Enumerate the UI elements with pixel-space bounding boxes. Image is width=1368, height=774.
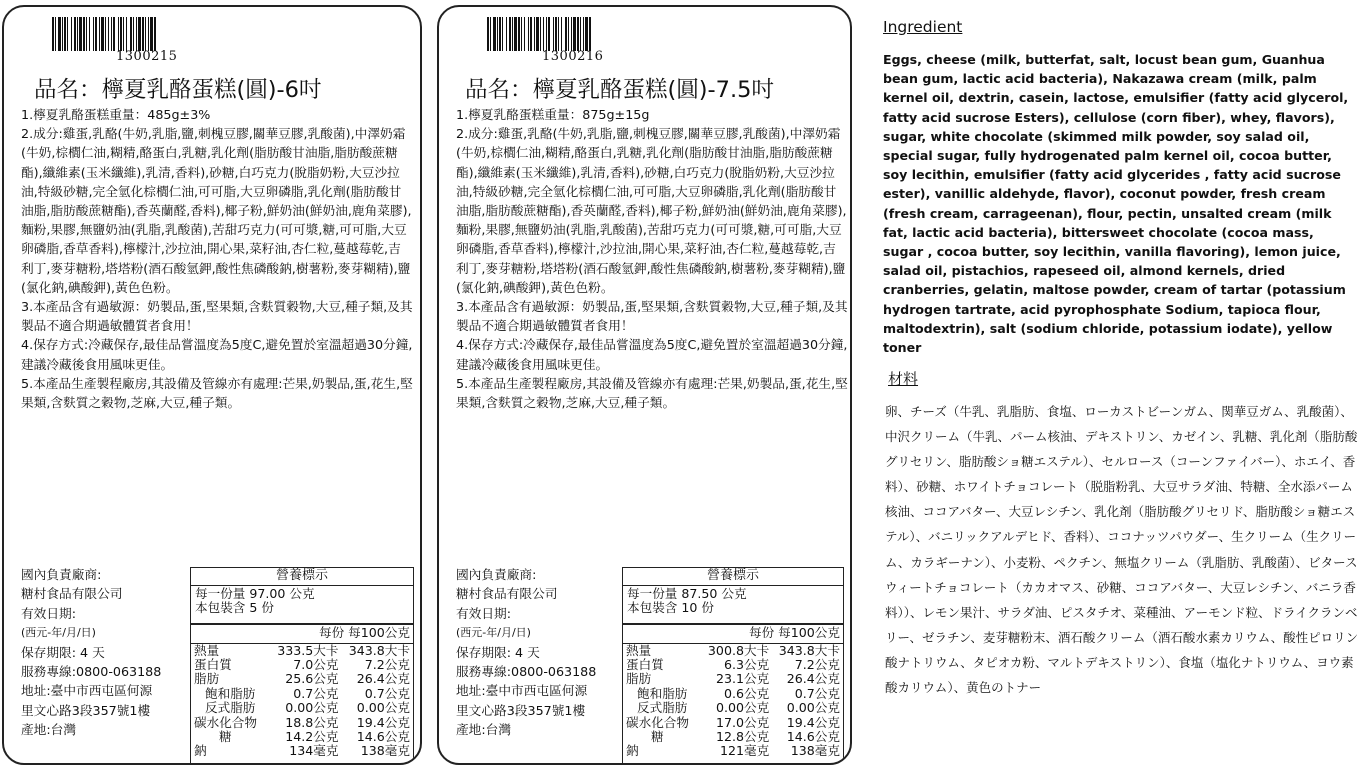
nutrition-row xyxy=(623,730,843,744)
nutrient-name: 蛋白質 xyxy=(194,656,232,672)
nutrition-row xyxy=(191,687,413,701)
storage-paragraph: 4.保存方式:冷藏保存,最佳品嘗溫度為5度C,避免置於室溫超過30分鐘,建議冷藏後食用風味更佳。 xyxy=(456,337,848,372)
per-serving-value: 14.2公克 xyxy=(285,728,339,744)
nutrition-row xyxy=(191,716,413,730)
product-title: 品名：檸夏乳酪蛋糕(圓)-6吋 xyxy=(34,77,322,103)
japanese-ingredients xyxy=(885,368,1360,700)
nutrition-row xyxy=(623,716,843,730)
nutrient-name: 碳水化合物 xyxy=(626,714,689,730)
nutrition-row xyxy=(623,701,843,715)
servings-per-package: 本包裝含 10 份 xyxy=(627,600,715,615)
manufacturer-info xyxy=(456,565,596,740)
nutrient-name: 反式脂肪 xyxy=(637,700,688,716)
barcode-gap xyxy=(591,17,592,51)
maker-line: 有效日期: xyxy=(456,605,512,621)
nutrition-row xyxy=(623,687,843,701)
serving-info xyxy=(623,586,843,624)
per-serving-value: 17.0公克 xyxy=(715,714,770,730)
label-description xyxy=(21,105,413,412)
nutrition-row xyxy=(623,672,843,686)
weight-line: 1.檸夏乳酪蛋糕重量：875g±15g xyxy=(456,107,650,122)
nutrient-name: 糖 xyxy=(219,728,232,744)
storage-paragraph: 4.保存方式:冷藏保存,最佳品嘗溫度為5度C,避免置於室溫超過30分鐘,建議冷藏後食用風味更佳。 xyxy=(21,337,413,372)
nutrient-name: 熱量 xyxy=(194,642,220,658)
nutrient-name: 碳水化合物 xyxy=(194,714,257,730)
per-serving-value: 333.5大卡 xyxy=(277,642,339,658)
nutrition-row xyxy=(191,701,413,715)
maker-line: 里文心路3段357號1樓 xyxy=(21,702,151,718)
per-100g-value: 0.7公克 xyxy=(794,685,840,701)
nutrient-name: 糖 xyxy=(651,728,664,744)
nutrition-header: 營養標示 xyxy=(191,568,413,586)
per-serving-value: 12.8公克 xyxy=(715,728,770,744)
maker-line: 產地:台灣 xyxy=(21,722,77,738)
product-label-6inch xyxy=(2,5,422,765)
english-ingredient-text: Eggs, cheese (milk, butterfat, salt, locust bean gum, Guanhua bean gum, lactic acid bacteria), Nakazawa cream (milk, palm kernel oil, dextrin, casein, lactose, emulsifier (fatty acid glycerol, fatty acid sucrose Esters), cellulose (corn fiber), whey, flavors), sugar, white chocolate (skimmed milk powder, soy salad oil, special sugar, fully hydrogenated palm kernel oil, cocoa butter, soy lecithin, emulsifier (fatty acid glycerides , fatty acid sucrose ester), vanillic aldehyde, flavor), coconut powder, fresh cream (fresh cream, carrageenan), flour, pectin, unsalted cream (milk fat, lactic acid bacteria), bittersweet chocolate (cocoa mass, sugar , cocoa butter, soy lecithin, vanilla flavoring), lemon juice, salad oil, pistachios, rapeseed oil, almond kernels, dried cranberries, gelatin, maltose powder, cream of tartar (potassium hydrogen tartrate, acid pyrophosphate Sodium, tapioca flour, maltodextrin), salt (sodium chloride, potassium iodate), yellow toner xyxy=(883,52,1349,356)
per-serving-value: 25.6公克 xyxy=(285,671,339,687)
per-100g-value: 19.4公克 xyxy=(786,714,840,730)
nutrient-name: 飽和脂肪 xyxy=(205,685,256,701)
weight-line: 1.檸夏乳酪蛋糕重量：485g±3% xyxy=(21,107,211,122)
nutrition-column-header: 每份 每100公克 xyxy=(191,624,413,644)
per-100g-value: 26.4公克 xyxy=(356,671,410,687)
english-heading: Ingredient xyxy=(883,18,963,36)
nutrition-row xyxy=(623,744,843,758)
maker-line: 糖村食品有限公司 xyxy=(21,586,123,602)
product-code: 1300215 xyxy=(116,49,178,64)
product-label-7-5inch xyxy=(437,5,852,765)
maker-line: 保存期限: 4 天 xyxy=(456,644,540,660)
nutrition-header: 營養標示 xyxy=(623,568,843,586)
per-100g-value: 138毫克 xyxy=(360,743,410,759)
nutrition-row xyxy=(623,658,843,672)
nutrition-rows xyxy=(191,644,413,759)
per-100g-value: 0.00公克 xyxy=(786,700,840,716)
barcode-image xyxy=(487,17,592,51)
nutrition-row xyxy=(191,658,413,672)
facility-paragraph: 5.本產品生產製程廠房,其設備及管線亦有處理:芒果,奶製品,蛋,花生,堅果類,含麩質之穀物,芝麻,大豆,種子類。 xyxy=(21,375,413,411)
maker-line: 里文心路3段357號1樓 xyxy=(456,702,586,718)
nutrition-column-header: 每份 每100公克 xyxy=(623,624,843,644)
serving-size: 每一份量 97.00 公克 xyxy=(195,585,315,601)
nutrition-facts-table xyxy=(622,567,844,765)
ingredients-paragraph: 2.成分:雞蛋,乳酪(牛奶,乳脂,鹽,刺槐豆膠,關華豆膠,乳酸菌),中澤奶霜(牛奶,棕櫚仁油,糊精,酪蛋白,乳糖,乳化劑(脂肪酸甘油脂,脂肪酸蔗糖酯),纖維素(玉米纖維),乳清,香料),砂糖,白巧克力(脫脂奶粉,大豆沙拉油,特級砂糖,完全氫化棕櫚仁油,可可脂,大豆卵磷脂,乳化劑(脂肪酸甘油脂,脂肪酸蔗糖酯),香英蘭醛,香料),椰子粉,鮮奶油(鮮奶油,鹿角菜膠),麵粉,果膠,無鹽奶油(乳脂,乳酸菌),苦甜巧克力(可可漿,糖,可可脂,大豆卵磷脂,香草香料),檸檬汁,沙拉油,開心果,菜籽油,杏仁粒,蔓越莓乾,吉利丁,麥芽糖粉,塔塔粉(酒石酸氫鉀,酸性焦磷酸鈉,樹薯粉,麥芽糊精),鹽(氯化鈉,碘酸鉀),黃色色粉。 xyxy=(456,126,847,295)
nutrition-row xyxy=(191,744,413,758)
japanese-ingredient-text: 卵、チーズ（牛乳、乳脂肪、食塩、ローカストビーンガム、関華豆ガム、乳酸菌）、中沢クリーム（牛乳、パーム核油、デキストリン、カゼイン、乳糖、乳化剤（脂肪酸グリセリン、脂肪酸ショ糖エステル）、セルロース（コーンファイバー）、ホエイ、香料）、砂糖、ホワイトチョコレート（脱脂粉乳、大豆サラダ油、特糖、全水添パーム核油、ココアバター、大豆レシチン、乳化剤（脂肪酸グリセリド、脂肪酸ショ糖エステル）、バニリックアルデヒド、香料）、ココナッツパウダー、生クリーム（生クリーム、カラギーナン）、小麦粉、ペクチン、無塩クリーム（乳脂肪、乳酸菌）、ビタースウィートチョコレート（カカオマス、砂糖、ココアバター、大豆レシチン、バニラ香料））、レモン果汁、サラダ油、ピスタチオ、菜種油、アーモンド粒、ドライクランベリー、ゼラチン、麦芽糖粉末、酒石酸クリーム（酒石酸水素カリウム、酸性ピロリン酸ナトリウム、タピオカ粉、マルトデキストリン）、食塩（塩化ナトリウム、ヨウ素酸カリウム）、黄色のトナー xyxy=(885,404,1359,696)
maker-line: 糖村食品有限公司 xyxy=(456,586,558,602)
per-serving-value: 134毫克 xyxy=(289,743,339,759)
barcode-gap xyxy=(156,17,157,51)
maker-line: 產地:台灣 xyxy=(456,722,512,738)
facility-paragraph: 5.本產品生產製程廠房,其設備及管線亦有處理:芒果,奶製品,蛋,花生,堅果類,含麩質之穀物,芝麻,大豆,種子類。 xyxy=(456,375,848,411)
per-100g-value: 7.2公克 xyxy=(364,656,410,672)
nutrient-name: 熱量 xyxy=(626,642,652,658)
serving-size: 每一份量 87.50 公克 xyxy=(627,585,747,601)
per-100g-value: 343.8大卡 xyxy=(778,642,840,658)
per-serving-value: 0.00公克 xyxy=(715,700,770,716)
nutrition-facts-table xyxy=(190,567,414,765)
maker-line: (西元-年/月/日) xyxy=(456,626,531,640)
nutrition-rows xyxy=(623,644,843,759)
product-code: 1300216 xyxy=(542,49,604,64)
maker-line: 有效日期: xyxy=(21,605,77,621)
english-ingredients xyxy=(883,18,1358,357)
nutrient-name: 鈉 xyxy=(194,743,207,759)
serving-info xyxy=(191,586,413,624)
per-serving-value: 0.7公克 xyxy=(293,685,339,701)
per-100g-value: 26.4公克 xyxy=(786,671,840,687)
per-serving-value: 121毫克 xyxy=(719,743,770,759)
japanese-heading: 材料 xyxy=(888,370,919,388)
maker-line: (西元-年/月/日) xyxy=(21,626,96,640)
per-serving-value: 0.00公克 xyxy=(285,700,339,716)
nutrient-name: 飽和脂肪 xyxy=(637,685,688,701)
per-100g-value: 14.6公克 xyxy=(356,728,410,744)
servings-per-package: 本包裝含 5 份 xyxy=(195,600,274,615)
per-100g-value: 0.7公克 xyxy=(364,685,410,701)
maker-line: 國內負責廠商: xyxy=(456,567,537,582)
maker-line: 服務專線:0800-063188 xyxy=(21,664,162,680)
per-100g-value: 0.00公克 xyxy=(356,700,410,716)
label-description xyxy=(456,105,848,412)
barcode-image xyxy=(52,17,157,51)
per-100g-value: 7.2公克 xyxy=(794,656,840,672)
maker-line: 地址:臺中市西屯區何源 xyxy=(21,683,153,699)
per-serving-value: 7.0公克 xyxy=(293,656,339,672)
per-100g-value: 14.6公克 xyxy=(786,728,840,744)
per-serving-value: 300.8大卡 xyxy=(707,642,770,658)
nutrient-name: 脂肪 xyxy=(194,671,220,687)
allergen-paragraph: 3.本產品含有過敏源：奶製品,蛋,堅果類,含麩質穀物,大豆,種子類,及其製品不適合期過敏體質者食用！ xyxy=(21,299,413,334)
per-serving-value: 23.1公克 xyxy=(715,671,770,687)
product-title: 品名：檸夏乳酪蛋糕(圓)-7.5吋 xyxy=(465,77,774,103)
nutrient-name: 反式脂肪 xyxy=(205,700,256,716)
nutrient-name: 脂肪 xyxy=(626,671,652,687)
nutrition-row xyxy=(191,730,413,744)
maker-line: 地址:臺中市西屯區何源 xyxy=(456,683,588,699)
maker-line: 保存期限: 4 天 xyxy=(21,644,105,660)
nutrient-name: 鈉 xyxy=(626,743,639,759)
nutrition-row xyxy=(191,672,413,686)
nutrition-row xyxy=(191,644,413,658)
maker-line: 國內負責廠商: xyxy=(21,567,102,582)
ingredients-paragraph: 2.成分:雞蛋,乳酪(牛奶,乳脂,鹽,刺槐豆膠,關華豆膠,乳酸菌),中澤奶霜(牛奶,棕櫚仁油,糊精,酪蛋白,乳糖,乳化劑(脂肪酸甘油脂,脂肪酸蔗糖酯),纖維素(玉米纖維),乳清,香料),砂糖,白巧克力(脫脂奶粉,大豆沙拉油,特級砂糖,完全氫化棕櫚仁油,可可脂,大豆卵磷脂,乳化劑(脂肪酸甘油脂,脂肪酸蔗糖酯),香英蘭醛,香料),椰子粉,鮮奶油(鮮奶油,鹿角菜膠),麵粉,果膠,無鹽奶油(乳脂,乳酸菌),苦甜巧克力(可可漿,糖,可可脂,大豆卵磷脂,香草香料),檸檬汁,沙拉油,開心果,菜籽油,杏仁粒,蔓越莓乾,吉利丁,麥芽糖粉,塔塔粉(酒石酸氫鉀,酸性焦磷酸鈉,樹薯粉,麥芽糊精),鹽(氯化鈉,碘酸鉀),黃色色粉。 xyxy=(21,126,412,295)
manufacturer-info xyxy=(21,565,161,740)
per-100g-value: 343.8大卡 xyxy=(348,642,410,658)
allergen-paragraph: 3.本產品含有過敏源：奶製品,蛋,堅果類,含麩質穀物,大豆,種子類,及其製品不適合期過敏體質者食用！ xyxy=(456,299,848,334)
per-serving-value: 0.6公克 xyxy=(723,685,770,701)
per-100g-value: 138毫克 xyxy=(790,743,840,759)
maker-line: 服務專線:0800-063188 xyxy=(456,664,597,680)
per-serving-value: 18.8公克 xyxy=(285,714,339,730)
per-100g-value: 19.4公克 xyxy=(356,714,410,730)
nutrient-name: 蛋白質 xyxy=(626,656,664,672)
nutrition-row xyxy=(623,644,843,658)
per-serving-value: 6.3公克 xyxy=(723,656,770,672)
